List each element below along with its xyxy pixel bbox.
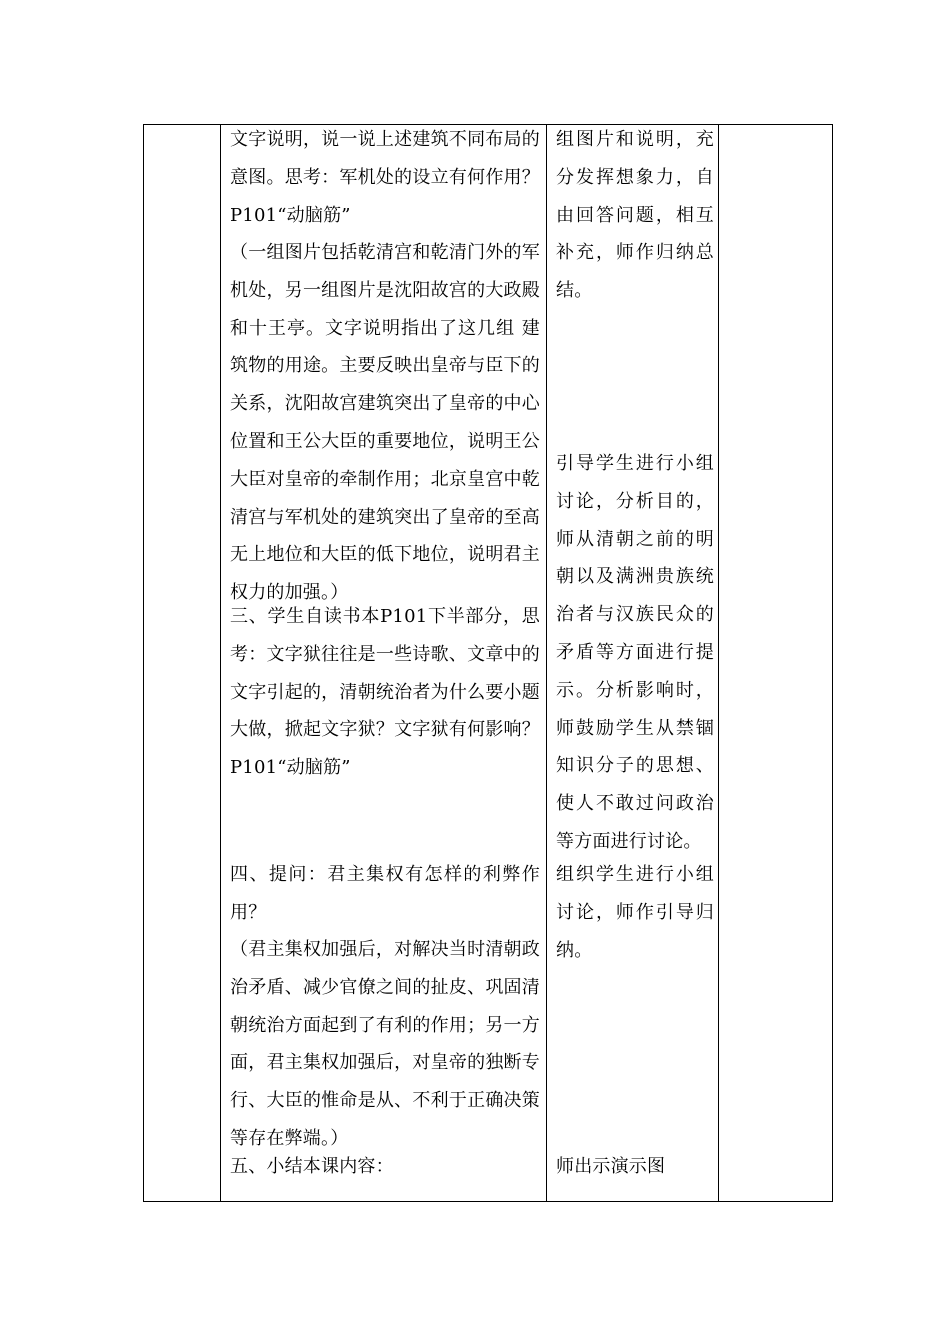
table-cell-empty-left [144, 125, 220, 1201]
table-cell-teaching-content [220, 125, 546, 1201]
method-paragraph-1: 组图片和说明，充分发挥想象力，自由回答问题，相互补充，师作归纳总结。 [556, 129, 714, 302]
content-paragraph-4: 四、提问：君主集权有怎样的利弊作用？ [230, 864, 540, 923]
table-cell-empty-right [718, 125, 832, 1201]
content-paragraph-6: 五、小结本课内容： [230, 1156, 394, 1177]
method-paragraph-3: 组织学生进行小组讨论，师作引导归纳。 [556, 864, 714, 961]
content-paragraph-2: （一组图片包括乾清宫和乾清门外的军机处，另一组图片是沈阳故宫的大政殿和十王亭。文字说明指出了这几组 建筑物的用途。主要反映出皇帝与臣下的关系，沈阳故宫建筑突出了皇帝的中心位置和王公大臣的重要地位，说明王公大臣对皇帝的牵制作用；北京皇宫中乾清宫与军机处的建筑突出了皇帝的至高无上地位和大臣的低下地位，说明君主权力的加强。） [230, 242, 540, 604]
content-paragraph-5: （君主集权加强后，对解决当时清朝政治矛盾、减少官僚之间的扯皮、巩固清朝统治方面起到了有利的作用；另一方面，君主集权加强后，对皇帝的独断专行、大臣的惟命是从、不利于正确决策等存在弊端。） [230, 939, 540, 1149]
table-cell-teaching-method [546, 125, 718, 1201]
content-paragraph-1: 文字说明，说一说上述建筑不同布局的意图。思考：军机处的设立有何作用？P101“动脑筋” [230, 129, 540, 226]
method-paragraph-4: 师出示演示图 [556, 1156, 666, 1177]
method-paragraph-2: 引导学生进行小组讨论，分析目的，师从清朝之前的明朝以及满洲贵族统治者与汉族民众的矛盾等方面进行提示。分析影响时，师鼓励学生从禁锢知识分子的思想、使人不敢过问政治等方面进行讨论。 [556, 453, 714, 852]
lesson-table [143, 124, 833, 1202]
content-paragraph-3: 三、学生自读书本P101下半部分，思考：文字狱往往是一些诗歌、文章中的文字引起的，清朝统治者为什么要小题大做，掀起文字狱？文字狱有何影响？P101“动脑筋” [230, 606, 540, 779]
